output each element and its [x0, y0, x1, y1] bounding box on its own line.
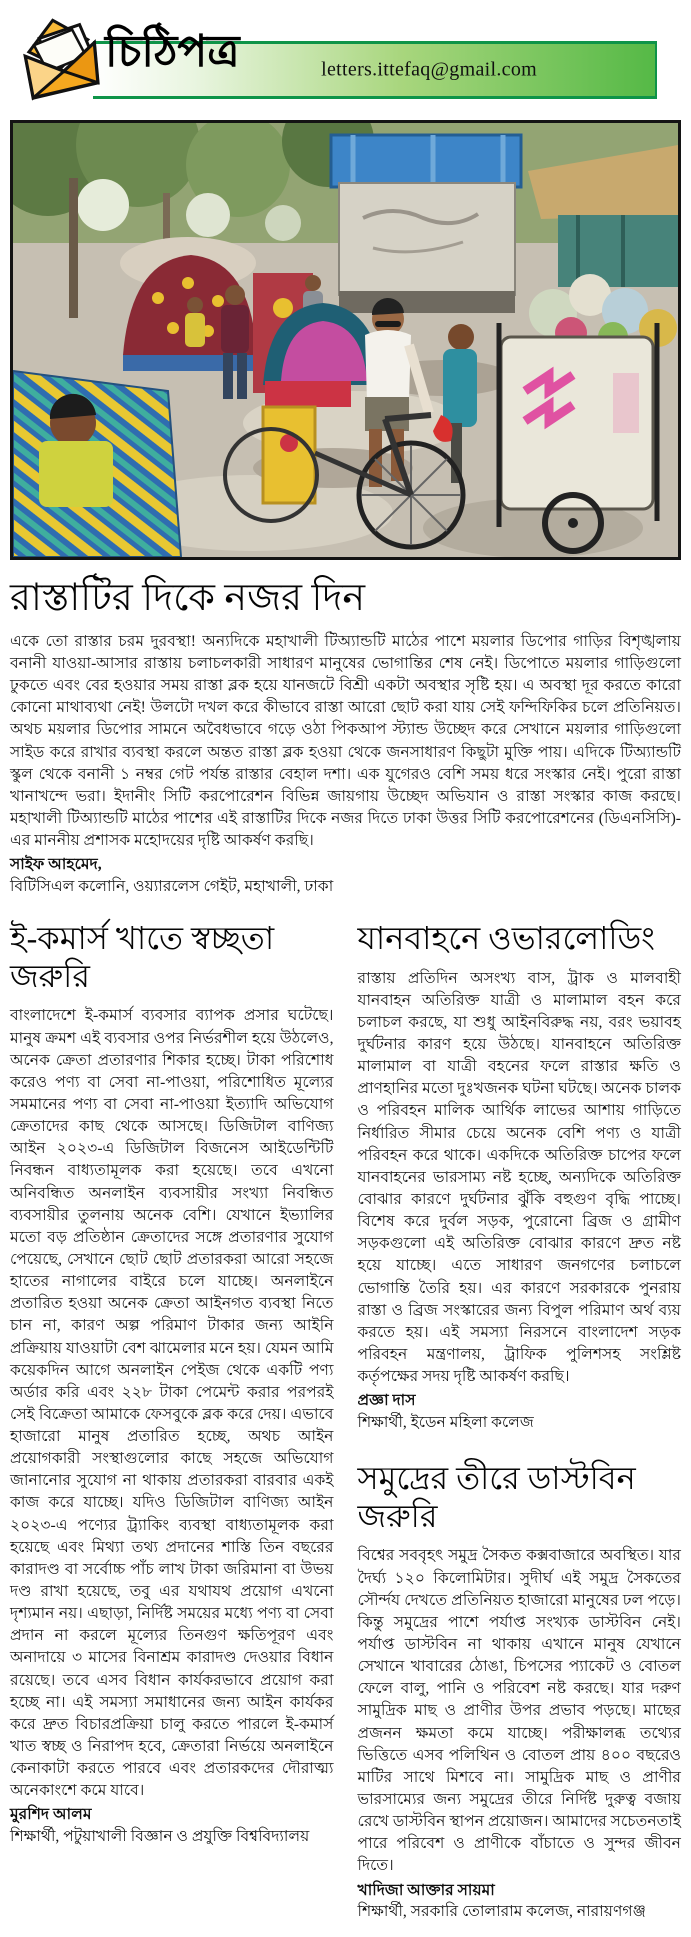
letter-headline: সমুদ্রের তীরে ডাস্টবিন জরুরি: [357, 1459, 636, 1534]
letter-overloading: [358, 920, 682, 1434]
envelope-icon: [12, 10, 104, 106]
street-photo: [10, 120, 681, 560]
lead-letter-headline: রাস্তাটির দিকে নজর দিন: [10, 577, 366, 619]
page-title: চিঠিপত্র: [105, 27, 240, 76]
lead-letter-body: একে তো রাস্তার চরম দুরবস্থা! অন্যদিকে মহাখালী টিঅ্যান্ডটি মাঠের পাশে ময়লার ডিপোর গাড়ির বিশৃঙ্খলায় বনানী যাওয়া-আসার রাস্তায় চলাচলকারী সাধারণ মানুষের ভোগান্তির শেষ নেই। ডিপোতে ময়লার গাড়িগুলো ঢুকতে এবং বের হওয়ার সময় রাস্তা ব্লক হয়ে যানজটে বিশ্রী একটা অবস্থার সৃষ্টি হয়। এ অবস্থা দূর করতে কারো কোনো মাথাব্যথা নেই! উলটো দখল করে কীভাবে রাস্তা আরো ছোট করা যায় সেই ফন্দিফিকির চলে প্রতিনিয়ত। অথচ ময়লার ডিপোর সামনে অবৈধভাবে গড়ে ওঠা পিকআপ স্ট্যান্ড উচ্ছেদ করে সেখানে ময়লার গাড়িগুলো সাইড করে রাখার ব্যবস্থা করলে অন্তত রাস্তা ব্লক হওয়া থেকে জনসাধারণ কিছুটা মুক্তি পায়। এদিকে টিঅ্যান্ডটি স্কুল থেকে বনানী ১ নম্বর গেট পর্যন্ত রাস্তার বেহাল দশা। এক যুগেরও বেশি সময় ধরে সংস্কার নেই। পুরো রাস্তা খানাখন্দে ভরা। ইদানীং সিটি করপোরেশন বিভিন্ন জায়গায় উচ্ছেদ অভিযান ও রাস্তা সংস্কার কাজ করছে। মহাখালী টিঅ্যান্ডটি মাঠের পাশের এই রাস্তাটির দিকে নজর দিতে ঢাকা উত্তর সিটি করপোরেশনের (ডিএনসিসি)-এর মাননীয় প্রশাসক মহোদয়ের দৃষ্টি আকর্ষণ করছি।: [10, 632, 681, 850]
letter-address: শিক্ষার্থী, ইডেন মহিলা কলেজ: [357, 1414, 534, 1432]
letter-author: মুরশিদ আলম: [10, 1806, 92, 1824]
photo-garbage-truck: [331, 135, 521, 313]
right-column: [358, 920, 682, 1923]
left-column: [10, 920, 334, 1923]
letters-columns: [10, 920, 681, 1923]
lead-letter-address: বিটিসিএল কলোনি, ওয়্যারলেস গেইট, মহাখালী, ঢাকা: [10, 878, 334, 896]
letter-body: রাস্তায় প্রতিদিন অসংখ্য বাস, ট্রাক ও মালবাহী যানবাহন অতিরিক্ত যাত্রী ও মালামাল বহন করে চলাচল করছে, যা শুধু আইনবিরুদ্ধ নয়, বরং ভয়াবহ দুর্ঘটনার কারণ হয়ে উঠছে। যানবাহনে অতিরিক্ত মালামাল বা যাত্রী বহনের ফলে রাস্তার ক্ষতি ও প্রাণহানির মতো দুঃখজনক ঘটনা ঘটছে। অনেক চালক ও পরিবহন মালিক আর্থিক লাভের আশায় গাড়িতে নির্ধারিত সীমার চেয়ে অনেক বেশি পণ্য ও যাত্রী পরিবহন করে থাকে। একদিকে অতিরিক্ত চাপের ফলে যানবাহনের ভারসাম্য নষ্ট হচ্ছে, অন্যদিকে অতিরিক্ত বোঝার কারণে দুর্ঘটনার ঝুঁকি বহুগুণ বৃদ্ধি পাচ্ছে। বিশেষ করে দুর্বল সড়ক, পুরোনো ব্রিজ ও গ্রামীণ সড়কগুলো এই অতিরিক্ত বোঝার কারণে দ্রুত নষ্ট হয়ে যাচ্ছে। এতে সাধারণ জনগণের চলাচলে ভোগান্তি তৈরি হয়। এর কারণে সরকারকে পুনরায় রাস্তা ও ব্রিজ সংস্কারের জন্য বিপুল পরিমাণ অর্থ ব্যয় করতে হয়। এই সমস্যা নিরসনে বাংলাদেশ সড়ক পরিবহন মন্ত্রণালয়, ট্রাফিক পুলিশসহ সংশ্লিষ্ট কর্তৃপক্ষের সদয় দৃষ্টি আকর্ষণ করছি।: [357, 969, 681, 1386]
masthead: [10, 8, 681, 108]
letter-ecommerce: [10, 920, 334, 1848]
contact-email: letters.ittefaq@gmail.com: [321, 58, 537, 81]
letter-author: খাদিজা আক্তার সায়মা: [357, 1881, 495, 1899]
letter-body: বিশ্বের সববৃহৎ সমুদ্র সৈকত কক্সবাজারে অবস্থিত। যার দৈর্ঘ্য ১২০ কিলোমিটার। সুদীর্ঘ এই সমুদ্র সৈকতের সৌর্ন্দয দেখতে প্রতিনিয়ত হাজারো মানুষের ঢল পড়ে। কিন্তু সমুদ্রের পাশে পর্যাপ্ত সংখ্যক ডাস্টবিন নেই। পর্যাপ্ত ডাস্টবিন না থাকায় এখানে মানুষ যেখানে সেখানে খাবারের ঠোঙা, চিপসের প্যাকেট ও বোতল ফেলে বালু, পানি ও পরিবেশ নষ্ট করছে। যার দরুণ সামুদ্রিক মাছ ও প্রাণীর উপর প্রভাব পড়ছে। মাছের প্রজনন ক্ষমতা কমে যাচ্ছে। পরীক্ষালব্ধ তথ্যের ভিত্তিতে এসব পলিথিন ও বোতল প্রায় ৪০০ বছরেও মাটির সাথে মিশবে না। সামুদ্রিক মাছ ও প্রাণীর ভারসাম্যের জন্য সমুদ্রের তীরে নির্দিষ্ট দুরুত্ব বজায় রেখে ডাস্টবিন স্থাপন প্রয়োজন। আমাদের সচেতনতাই পারে পরিবেশ ও প্রাণীকে বাঁচাতে ও সুন্দর জীবন দিতে।: [357, 1547, 681, 1875]
lead-letter: [10, 576, 681, 898]
letter-body: বাংলাদেশে ই-কমার্স ব্যবসার ব্যাপক প্রসার ঘটেছে। মানুষ ক্রমশ এই ব্যবসার ওপর নির্ভরশীল হয়ে উঠলেও, অনেক ক্রেতা প্রতারণার শিকার হচ্ছে। টাকা পরিশোধ করেও পণ্য বা সেবা না-পাওয়া, পরিশোধিত মূল্যের সমমানের পণ্য বা সেবা না-পাওয়া ইত্যাদি অভিযোগ ক্রেতাদের কাছ থেকে আসছে। ডিজিটাল বাণিজ্য আইন ২০২৩-এ ডিজিটাল বিজনেস আইডেন্টিটি নিবন্ধন বাধ্যতামূলক করা হয়েছে। তবে এখনো অনিবন্ধিত অনলাইন ব্যবসায়ীর সংখ্যা নিবন্ধিত ব্যবসায়ীর তুলনায় অনেক বেশি। যেখানে ইভ্যালির মতো বড় প্রতিষ্ঠান ক্রেতাদের সঙ্গে প্রতারণার সুযোগ পেয়েছে, সেখানে ছোট ছোট প্রতারকরা আরো সহজে হাতের নাগালের বাইরে চলে যাচ্ছে। অনলাইনে প্রতারিত হওয়া অনেক ক্রেতা আইনগত ব্যবস্থা নিতে চান না, কারণ অল্প পরিমাণ টাকার জন্য আইনি প্রক্রিয়ায় যাওয়াটা বেশ ঝামেলার মনে হয়। যেমন আমি কয়েকদিন আগে অনলাইন পেইজ থেকে একটি পণ্য অর্ডার করি এবং ২২৮ টাকা পেমেন্ট করার পরপরই সেই বিক্রেতা আমাকে ফেসবুকে ব্লক করে দেয়। এভাবে হাজারো মানুষ প্রতারিত হচ্ছে, অথচ আইন প্রয়োগকারী সংস্থাগুলোর কাছে সহজে অভিযোগ জানানোর সুযোগ না থাকায় প্রতারকরা বারবার একই কাজ করে যাচ্ছে। যদিও ডিজিটাল বাণিজ্য আইন ২০২৩-এ পণ্যের ট্র্যাকিং ব্যবস্থা বাধ্যতামূলক করা হয়েছে এবং মিথ্যা তথ্য প্রদানের শাস্তি তিন বছরের কারাদণ্ড বা সর্বোচ্চ পাঁচ লাখ টাকা জরিমানা বা উভয় দণ্ড রাখা হয়েছে, তবু এর যথাযথ প্রয়োগ এখনো দৃশ্যমান নয়। এছাড়া, নির্দিষ্ট সময়ের মধ্যে পণ্য বা সেবা প্রদান না করলে মূল্যের তিনগুণ ক্ষতিপূরণ এবং অনাদায়ে ৩ মাসের বিনাশ্রম কারাদণ্ড দেওয়ার বিধান রয়েছে। তবে এসব বিধান কার্যকরভাবে প্রয়োগ করা হচ্ছে না। এই সমস্যা সমাধানের জন্য আইন কার্যকর করে দ্রুত বিচারপ্রক্রিয়া চালু করতে পারলে ই-কমার্স খাত স্বচ্ছ ও নিরাপদ হবে, ক্রেতারা নির্ভয়ে অনলাইনে কেনাকাটা করতে পারবে এবং প্রতারকদের দৌরাত্ম্য অনেকাংশে কমে যাবে।: [10, 1007, 334, 1800]
letter-dustbin: [358, 1460, 682, 1923]
lead-letter-author: সাইফ আহমেদ,: [10, 856, 102, 874]
letter-address: শিক্ষার্থী, সরকারি তোলারাম কলেজ, নারায়ণগঞ্জ: [357, 1903, 646, 1921]
letter-headline: ই-কমার্স খাতে স্বচ্ছতা জরুরি: [10, 919, 275, 994]
letter-address: শিক্ষার্থী, পটুয়াখালী বিজ্ঞান ও প্রযুক্তি বিশ্ববিদ্যালয়: [10, 1828, 310, 1846]
letter-headline: যানবাহনে ওভারলোডিং: [357, 919, 655, 956]
letter-author: প্রজ্ঞা দাস: [357, 1392, 416, 1410]
